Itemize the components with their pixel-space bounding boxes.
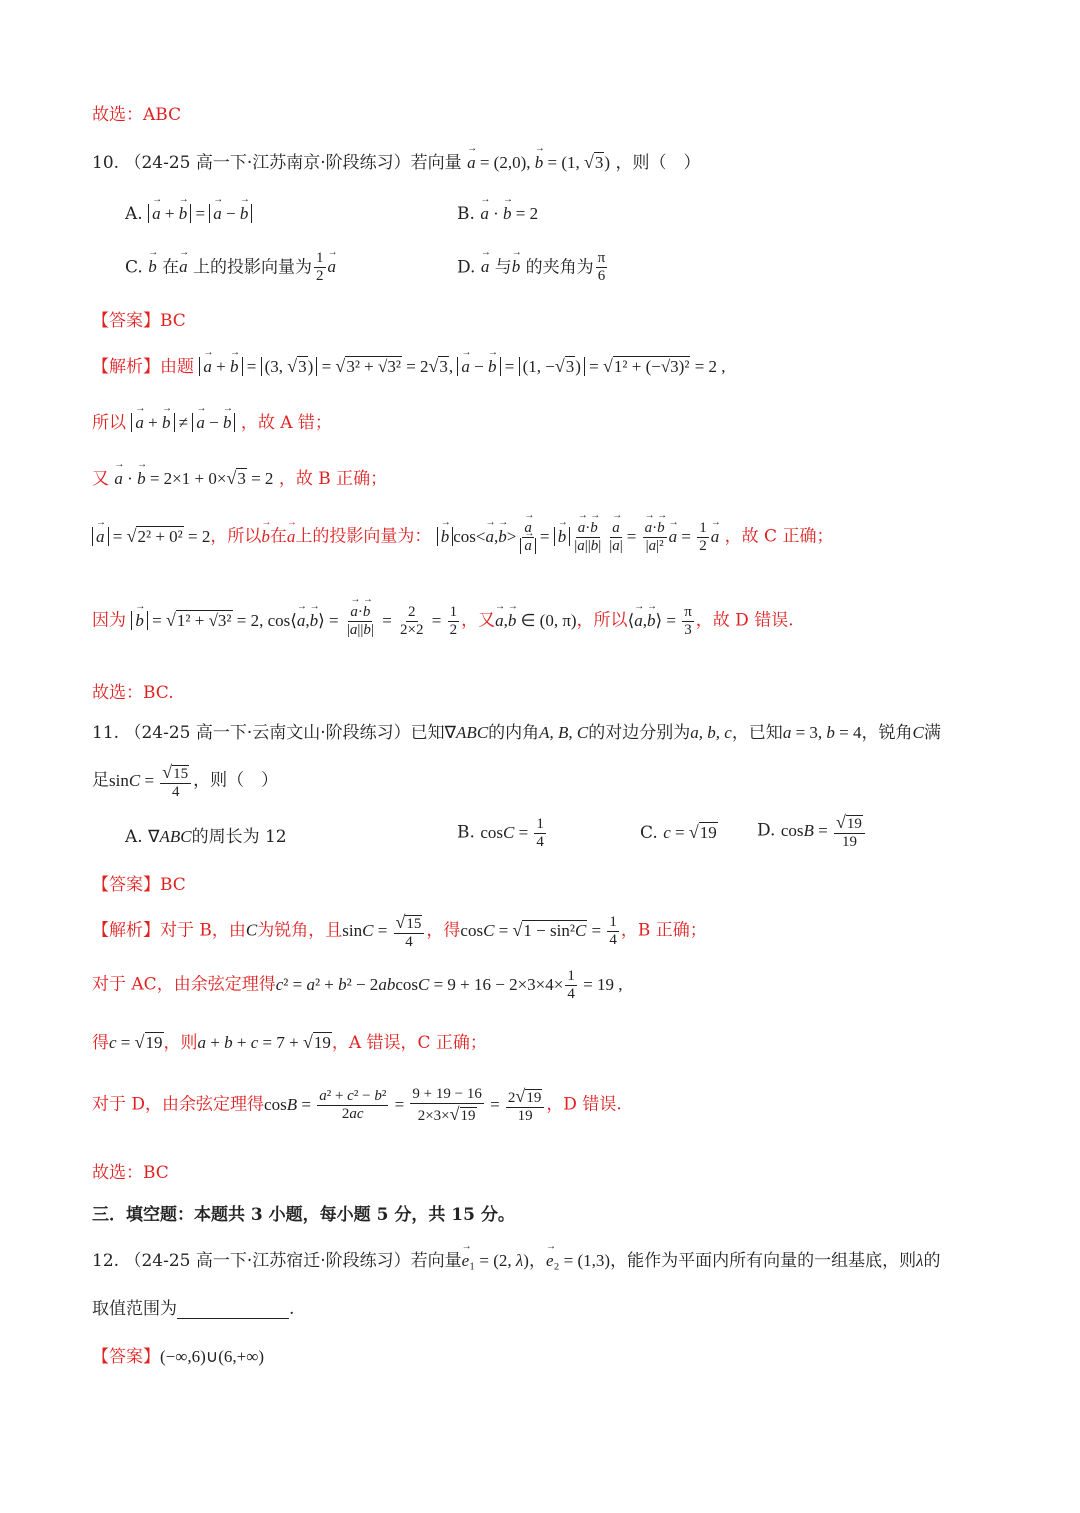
q11-answer-value: BC <box>160 875 186 895</box>
q10-option-b-formula: → a · → b = 2 <box>480 204 538 223</box>
q10-option-a-formula: → a + → b = → a − → b <box>148 204 252 223</box>
q10-l2-prefix: 所以 <box>92 413 126 433</box>
q10-l5-suffix: ，故 D 错误. <box>695 610 794 631</box>
q10-option-d-text2: 的夹角为 <box>525 257 594 278</box>
q11-option-a-text: 的周长为 12 <box>191 827 287 847</box>
q11-angles: A, B, C <box>539 723 589 742</box>
q10-option-d-frac: $\frac{\pi}{6}$ <box>597 250 606 285</box>
q10-answer <box>92 306 186 331</box>
q11-stem-line2 <box>92 762 278 802</box>
q11-option-d: D. cosB = $\frac{√19}{19}$ <box>757 812 867 852</box>
q11-option-c-label: C. <box>640 823 658 843</box>
q10-l2-formula: → a + → b ≠ → a − → b <box>131 413 235 432</box>
q12-e1: → e₁ = (2, λ) <box>462 1251 529 1270</box>
q11-conclusion: 故选：BC <box>92 1163 169 1183</box>
q11-analysis-line2: 对于 AC，由余弦定理得c² = a² + b² − 2abcosC = 9 + 16 − 2×3×4× $\frac{1}{4}$ = 19 , <box>92 968 623 1003</box>
q10-analysis-prefix: 由题 <box>160 357 194 377</box>
q10-option-c-text: 在 <box>162 257 180 278</box>
q11-a4-suffix: ，D 错误. <box>546 1094 622 1115</box>
q11-stem-l1: 11. （24-25 高一下·云南文山·阶段练习）已知 <box>92 723 445 743</box>
q11-triangle: ∇ABC <box>444 723 489 742</box>
q10-analysis-formula1: → a + → b = (3, √3) = √3² + √3² = 2√3, → a − → b = (1, −√3) = √1² + (−√3)² = 2 , <box>199 357 725 376</box>
q10-l5-prefix: 因为 <box>92 610 126 631</box>
q11-a1-prefix: 对于 B，由 <box>160 920 246 941</box>
q11-option-d-label: D. <box>757 820 776 841</box>
q11-stem-l1e: ，锐角 <box>861 723 913 743</box>
q12-stem-suffix: 的 <box>923 1251 941 1271</box>
q11-option-b-label: B. <box>457 822 475 843</box>
q11-answer <box>92 870 186 895</box>
q10-option-c-label: C. <box>125 257 143 278</box>
q11-a1-mid2: ，得 <box>426 920 461 941</box>
q10-answer-tag: 【答案】 <box>92 311 160 331</box>
q11-analysis-line4: 对于 D，由余弦定理得cosB = $\frac{\text{a² + c² − b²}}{2ac}$ = $\frac{9 + 19 - 16}{2\times 3\times√19}$ = $\frac{2√19}{19}$ ，D 错误. <box>92 1086 622 1125</box>
q10-analysis-line2 <box>92 408 332 433</box>
q10-vectors: → a = (2,0), → b = (1, √3) <box>467 153 610 172</box>
q10-option-b <box>457 204 538 224</box>
q11-analysis-line1: 【解析】对于 B，由C为锐角，且sinC = $\frac{√15}{4}$ ，得cosC = √1 − sin²C = $\frac{1}{4}$ ，B 正确； <box>92 912 707 951</box>
q10-l4-mid2: 在 <box>269 526 287 547</box>
q10-answer-value: BC <box>160 311 186 331</box>
q12-stem-mid: ，能作为平面内所有向量的一组基底，则 <box>610 1251 917 1271</box>
q10-option-c-text2: 上的投影向量为 <box>193 257 313 278</box>
q10-l4-mid: ，所以 <box>210 526 262 547</box>
q12-stem-line2 <box>92 1294 294 1319</box>
q11-stem-l2-suffix: ，则（ ） <box>193 770 279 791</box>
q10-l5-mid: ，又 <box>461 610 496 631</box>
q12-e2: → e₂ = (1,3) <box>546 1251 610 1270</box>
q11-stem-l1b: 的内角 <box>488 723 540 743</box>
q11-option-a-label: A. <box>125 827 143 847</box>
q11-stem-l1c: 的对边分别为 <box>588 723 691 743</box>
q10-stem-suffix: ，则（ ） <box>615 153 701 173</box>
q11-a3-prefix: 得 <box>92 1033 109 1053</box>
q11-given: a = 3, b = 4 <box>782 723 862 742</box>
q12-l2-text: 取值范围为 <box>92 1299 177 1319</box>
q11-option-a: A. ∇ABC的周长为 12 <box>125 827 287 847</box>
q12-answer-value: (−∞,6)∪(6,+∞) <box>160 1347 265 1366</box>
q12-answer-tag: 【答案】 <box>92 1347 160 1367</box>
q12-stem-line1: 12. （24-25 高一下·江苏宿迁·阶段练习）若向量→ e₁ = (2, λ)，→ e₂ = (1,3)，能作为平面内所有向量的一组基底，则λ的 <box>92 1246 940 1271</box>
q11-analysis-line3: 得c = √19，则a + b + c = 7 + √19，A 错误，C 正确； <box>92 1032 487 1053</box>
q11-stem-line1: 11. （24-25 高一下·云南文山·阶段练习）已知∇ABC的内角A, B, C的对边分别为a, b, c，已知a = 3, b = 4，锐角C满 <box>92 723 941 743</box>
q11-stem-l1d: ，已知 <box>731 723 783 743</box>
q11-sinC: sinC = $\frac{√15}{4}$ <box>109 771 193 790</box>
q10-option-d-label: D. <box>457 257 476 278</box>
q10-l5-mid2: ，所以 <box>576 610 628 631</box>
q10-l2-suffix: ，故 A 错； <box>240 413 332 433</box>
q12-answer-blank[interactable] <box>177 1302 289 1319</box>
section3-title: 三．填空题：本题共 3 小题，每小题 5 分，共 15 分。 <box>92 1205 515 1225</box>
q10-option-d-text: 与 <box>494 257 512 278</box>
q10-l4-suffix: ，故 C 正确； <box>724 526 834 547</box>
q11-option-c: C. c = √19 <box>640 822 717 843</box>
q10-option-a-label: A. <box>125 204 143 224</box>
q10-l4-mid3: 上的投影向量为： <box>295 526 432 547</box>
q10-option-d: D. → a 与→ b 的夹角为 $\frac{\pi}{6}$ <box>457 250 609 286</box>
q10-l5-formula3: ⟨→ a,→ b⟩ = $\frac{\pi}{3}$ <box>628 611 696 630</box>
q11-stem-l1f: 满 <box>923 723 941 743</box>
q10-analysis-tag: 【解析】 <box>92 357 160 377</box>
q10-option-c-frac: $\frac{1}{2}$ <box>316 250 324 285</box>
q12-stem-prefix: 12. （24-25 高一下·江苏宿迁·阶段练习）若向量 <box>92 1251 462 1271</box>
q11-a3-mid: ，则 <box>163 1033 198 1053</box>
q11-a1-suffix: ，B 正确； <box>620 920 707 941</box>
prev-conclusion: 故选：ABC <box>92 105 182 125</box>
q10-l3-formula: → a · → b = 2×1 + 0×√3 = 2 <box>114 469 273 488</box>
q11-a1-mid: 为锐角，且 <box>257 920 343 941</box>
q10-option-b-label: B. <box>457 204 475 224</box>
q11-a4-prefix: 对于 D，由余弦定理得 <box>92 1094 265 1115</box>
q11-stem-l2-prefix: 足 <box>92 770 109 791</box>
q10-option-c: C. → b 在→ a 上的投影向量为 $\frac{1}{2}$ → a <box>125 250 336 286</box>
q10-l5-formula1: → b = √1² + √3² = 2, cos⟨→ a,→ b⟩ = → $\frac{a\cdot\to b}{|a||b|}$ = $\frac{2}{2\times 2}$ = $\frac{1}{2}$ <box>131 611 461 630</box>
q10-l5-formula2: → a,→ b ∈ (0, π) <box>495 611 576 630</box>
q10-stem <box>92 148 700 173</box>
q10-l4-formula2: → b cos<→ a,→ b> → a → a = → b → $\frac{a\cdot\to b}{|a||b|}$ → $\frac{a}{|a|}$ = → $\frac{a\cdot\to b}{\text{|a|²}}$ → a = $\frac{1}{2}$ → a <box>437 527 719 546</box>
q10-analysis-line3 <box>92 464 387 489</box>
q10-analysis-line5 <box>92 604 794 640</box>
q11-option-b: B. cosC = $\frac{1}{4}$ <box>457 816 544 851</box>
q10-conclusion: 故选：BC. <box>92 683 174 703</box>
q12-answer <box>92 1342 264 1367</box>
q11-analysis-tag: 【解析】 <box>92 920 160 941</box>
q11-sides: a, b, c <box>690 723 732 742</box>
q11-a2-prefix: 对于 AC，由余弦定理得 <box>92 974 276 995</box>
q10-stem-prefix: 10. （24-25 高一下·江苏南京·阶段练习）若向量 <box>92 153 462 173</box>
q10-option-a <box>125 204 252 224</box>
q10-l3-prefix: 又 <box>92 469 109 489</box>
q11-answer-tag: 【答案】 <box>92 875 160 895</box>
q11-a3-suffix: ，A 错误，C 正确； <box>331 1033 487 1053</box>
q10-l4-formula1: → a = √2² + 0² = 2 <box>92 527 210 546</box>
q10-analysis-line1 <box>92 352 726 377</box>
q10-analysis-line4: → a = √2² + 0² = 2，所以→ b在→ a上的投影向量为： → b cos<→ a,→ b> → a → a = → b → $\frac{a\cdot\to b}{|a||b|}$ → $\frac{a}{|a|}$ = → $\frac{a\cdot\to b}{\text{|a|²}}$ → a = $\frac{1}{2}$ → a ，故 C 正确； <box>92 520 833 556</box>
q10-l3-suffix: ，故 B 正确； <box>278 469 388 489</box>
q12-l2-end: . <box>289 1299 295 1319</box>
